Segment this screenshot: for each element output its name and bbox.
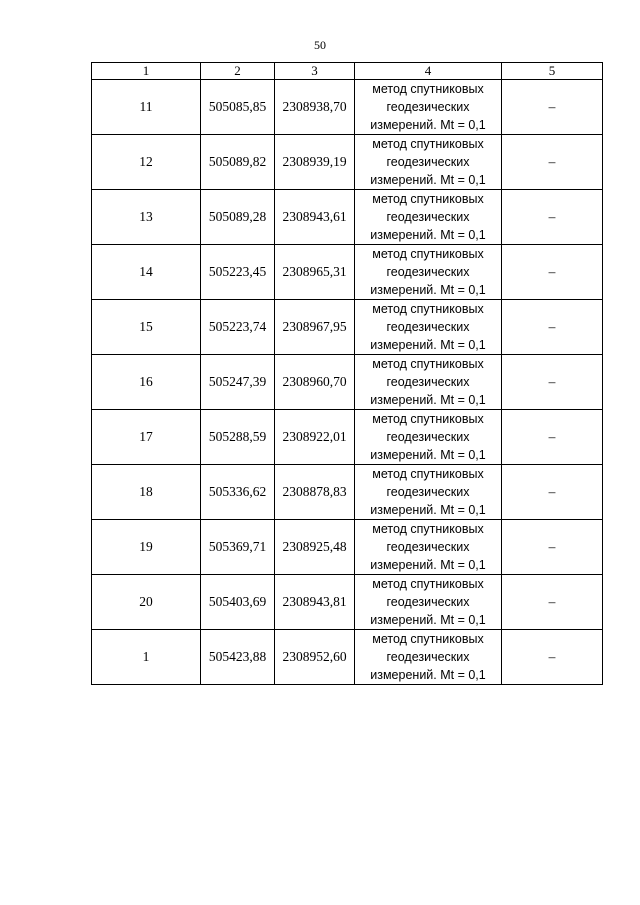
point-number-cell: 18 (92, 465, 201, 520)
method-text-line: измерений. Mt = 0,1 (370, 503, 486, 517)
x-coordinate-cell: 505223,45 (201, 245, 275, 300)
table-body (92, 80, 603, 685)
method-cell (355, 245, 502, 300)
point-number-cell: 15 (92, 300, 201, 355)
table-row (92, 575, 603, 630)
method-text-line: геодезических (386, 320, 470, 334)
method-text-line: метод спутниковых (372, 522, 484, 536)
x-coordinate-cell: 505223,74 (201, 300, 275, 355)
method-text-line: геодезических (386, 485, 470, 499)
method-cell (355, 630, 502, 685)
method-cell (355, 355, 502, 410)
method-text-line: измерений. Mt = 0,1 (370, 448, 486, 462)
note-cell: – (502, 465, 603, 520)
method-text-line: измерений. Mt = 0,1 (370, 228, 486, 242)
note-cell: – (502, 135, 603, 190)
note-cell: – (502, 575, 603, 630)
method-text-line: геодезических (386, 650, 470, 664)
coordinates-table (91, 62, 603, 685)
y-coordinate-cell: 2308939,19 (275, 135, 355, 190)
column-header: 4 (355, 63, 502, 80)
column-header: 1 (92, 63, 201, 80)
method-text-line: геодезических (386, 540, 470, 554)
point-number-cell: 17 (92, 410, 201, 465)
x-coordinate-cell: 505336,62 (201, 465, 275, 520)
method-text-line: геодезических (386, 375, 470, 389)
method-text-line: измерений. Mt = 0,1 (370, 393, 486, 407)
table-row (92, 465, 603, 520)
table-header-row (92, 63, 603, 80)
table-row (92, 245, 603, 300)
note-cell: – (502, 80, 603, 135)
point-number-cell: 20 (92, 575, 201, 630)
table-row (92, 135, 603, 190)
y-coordinate-cell: 2308967,95 (275, 300, 355, 355)
x-coordinate-cell: 505369,71 (201, 520, 275, 575)
method-text-line: измерений. Mt = 0,1 (370, 558, 486, 572)
method-text-line: измерений. Mt = 0,1 (370, 613, 486, 627)
y-coordinate-cell: 2308938,70 (275, 80, 355, 135)
y-coordinate-cell: 2308878,83 (275, 465, 355, 520)
method-text-line: измерений. Mt = 0,1 (370, 338, 486, 352)
point-number-cell: 1 (92, 630, 201, 685)
note-cell: – (502, 190, 603, 245)
method-cell (355, 410, 502, 465)
method-text-line: геодезических (386, 265, 470, 279)
method-text-line: геодезических (386, 210, 470, 224)
column-header: 3 (275, 63, 355, 80)
method-text-line: метод спутниковых (372, 467, 484, 481)
point-number-cell: 16 (92, 355, 201, 410)
table-row (92, 355, 603, 410)
method-text-line: метод спутниковых (372, 82, 484, 96)
note-cell: – (502, 355, 603, 410)
method-cell (355, 190, 502, 245)
method-text-line: метод спутниковых (372, 412, 484, 426)
method-text-line: геодезических (386, 595, 470, 609)
table-row (92, 630, 603, 685)
method-cell (355, 575, 502, 630)
column-header: 2 (201, 63, 275, 80)
note-cell: – (502, 245, 603, 300)
method-text-line: измерений. Mt = 0,1 (370, 118, 486, 132)
method-cell (355, 135, 502, 190)
x-coordinate-cell: 505089,28 (201, 190, 275, 245)
method-text-line: геодезических (386, 155, 470, 169)
point-number-cell: 14 (92, 245, 201, 300)
point-number-cell: 12 (92, 135, 201, 190)
note-cell: – (502, 520, 603, 575)
method-text-line: метод спутниковых (372, 302, 484, 316)
y-coordinate-cell: 2308952,60 (275, 630, 355, 685)
y-coordinate-cell: 2308943,81 (275, 575, 355, 630)
method-text-line: измерений. Mt = 0,1 (370, 173, 486, 187)
table-row (92, 520, 603, 575)
note-cell: – (502, 630, 603, 685)
point-number-cell: 19 (92, 520, 201, 575)
method-text-line: метод спутниковых (372, 357, 484, 371)
x-coordinate-cell: 505085,85 (201, 80, 275, 135)
point-number-cell: 13 (92, 190, 201, 245)
method-text-line: геодезических (386, 430, 470, 444)
method-cell (355, 80, 502, 135)
x-coordinate-cell: 505288,59 (201, 410, 275, 465)
point-number-cell: 11 (92, 80, 201, 135)
method-text-line: метод спутниковых (372, 577, 484, 591)
table-row (92, 190, 603, 245)
x-coordinate-cell: 505423,88 (201, 630, 275, 685)
y-coordinate-cell: 2308960,70 (275, 355, 355, 410)
method-text-line: метод спутниковых (372, 632, 484, 646)
method-cell (355, 465, 502, 520)
table-row (92, 410, 603, 465)
x-coordinate-cell: 505089,82 (201, 135, 275, 190)
note-cell: – (502, 410, 603, 465)
column-header: 5 (502, 63, 603, 80)
method-cell (355, 300, 502, 355)
method-text-line: измерений. Mt = 0,1 (370, 668, 486, 682)
x-coordinate-cell: 505247,39 (201, 355, 275, 410)
y-coordinate-cell: 2308943,61 (275, 190, 355, 245)
table-row (92, 300, 603, 355)
page-number: 50 (314, 38, 326, 52)
method-text-line: геодезических (386, 100, 470, 114)
method-text-line: метод спутниковых (372, 192, 484, 206)
method-text-line: измерений. Mt = 0,1 (370, 283, 486, 297)
method-cell (355, 520, 502, 575)
note-cell: – (502, 300, 603, 355)
y-coordinate-cell: 2308922,01 (275, 410, 355, 465)
method-text-line: метод спутниковых (372, 137, 484, 151)
y-coordinate-cell: 2308965,31 (275, 245, 355, 300)
y-coordinate-cell: 2308925,48 (275, 520, 355, 575)
x-coordinate-cell: 505403,69 (201, 575, 275, 630)
method-text-line: метод спутниковых (372, 247, 484, 261)
table-row (92, 80, 603, 135)
